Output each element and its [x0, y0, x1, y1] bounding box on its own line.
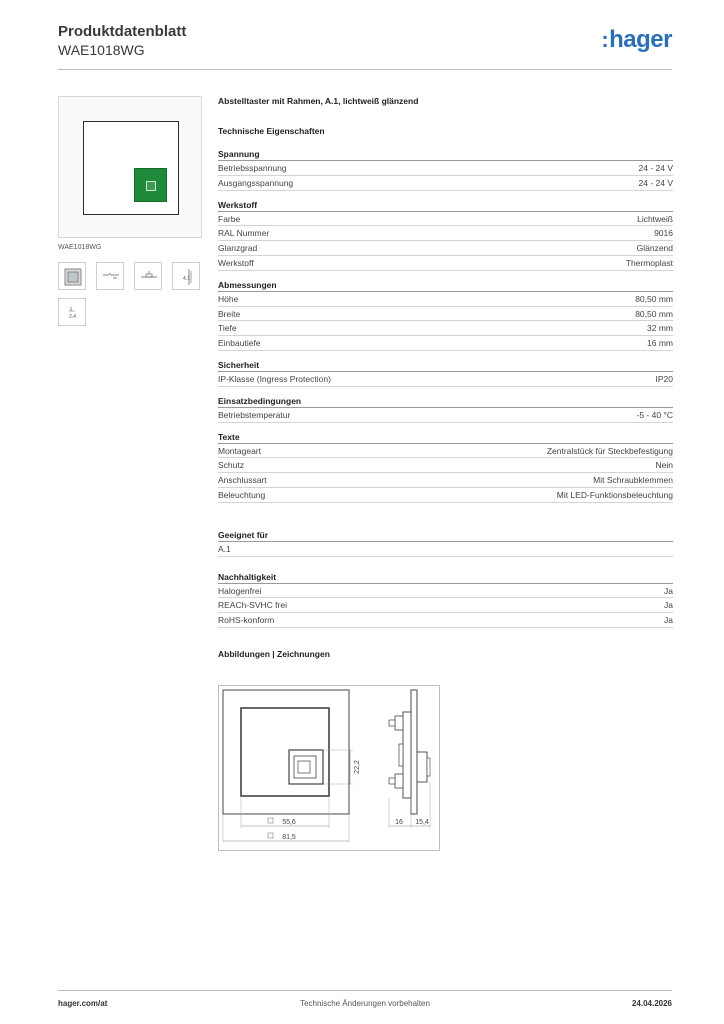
spec-value: IP20 — [655, 373, 673, 384]
spec-group — [218, 147, 673, 191]
spec-groups — [218, 147, 673, 503]
dim-depth1: 16 — [395, 819, 403, 826]
dim-inner-width: 55,6 — [282, 819, 296, 826]
spec-key: Tiefe — [218, 323, 237, 334]
page-header — [58, 20, 672, 70]
spec-value: 80,50 mm — [635, 293, 673, 304]
spec-key: Betriebsspannung — [218, 163, 287, 173]
spec-group — [218, 430, 673, 503]
spec-group — [218, 358, 673, 387]
footer-disclaimer: Technische Änderungen vorbehalten — [300, 999, 430, 1008]
product-frame-plate — [83, 121, 179, 215]
group-title: Abmessungen — [218, 278, 673, 292]
spec-key: Ausgangsspannung — [218, 177, 294, 188]
spec-key: Glanzgrad — [218, 243, 258, 254]
drawing-svg — [219, 686, 441, 852]
spec-row — [218, 256, 673, 271]
spec-key: Breite — [218, 308, 241, 319]
logo-text: hager — [609, 26, 672, 53]
spec-row — [218, 613, 673, 628]
spec-key: A.1 — [218, 543, 231, 554]
spec-row — [218, 598, 673, 613]
spec-key: IP-Klasse (Ingress Protection) — [218, 373, 331, 384]
spec-group — [218, 198, 673, 271]
spec-row — [218, 408, 673, 423]
group-title: Nachhaltigkeit — [218, 570, 673, 584]
group-title: Sicherheit — [218, 358, 673, 372]
product-button — [134, 168, 167, 202]
product-image-caption: WAE1018WG — [58, 244, 102, 251]
spec-row — [218, 444, 673, 459]
spec-content — [218, 96, 673, 670]
spec-key: RoHS-konform — [218, 615, 275, 626]
spec-row — [218, 488, 673, 503]
spec-row — [218, 212, 673, 227]
product-image[interactable] — [58, 96, 202, 238]
spec-key: Schutz — [218, 460, 244, 471]
dimension-label: 2.4 — [69, 314, 76, 320]
group-title: Texte — [218, 430, 673, 444]
spec-row — [218, 458, 673, 473]
spec-group — [218, 278, 673, 351]
dim-depth2: 15,4 — [415, 819, 429, 826]
spec-group-sustainability — [218, 570, 673, 628]
spec-key: REACh-SVHC frei — [218, 600, 287, 611]
section-title-technical: Technische Eigenschaften — [218, 126, 325, 136]
spec-row — [218, 473, 673, 488]
spec-key: Werkstoff — [218, 257, 254, 268]
spec-value: 24 - 24 V — [638, 163, 673, 173]
spec-value: Mit LED-Funktionsbeleuchtung — [556, 489, 673, 500]
spec-value: Nein — [655, 460, 673, 471]
product-thumb-icon[interactable] — [58, 262, 86, 290]
group-title: Geeignet für — [218, 528, 673, 542]
spec-key: Einbautiefe — [218, 338, 261, 349]
spec-row — [218, 584, 673, 599]
spec-row — [218, 292, 673, 307]
section-title-drawings: Abbildungen | Zeichnungen — [218, 648, 330, 659]
footer-website[interactable]: hager.com/at — [58, 999, 108, 1008]
spec-value: 24 - 24 V — [638, 177, 673, 188]
spec-key: Betriebstemperatur — [218, 409, 291, 420]
spec-group-suitable — [218, 528, 673, 557]
page-footer — [58, 990, 672, 1014]
dimension-drawing-icon[interactable] — [172, 262, 200, 290]
spec-value: 80,50 mm — [635, 308, 673, 319]
spec-group — [218, 394, 673, 423]
spec-row — [218, 241, 673, 256]
dim-button: 22,2 — [354, 760, 361, 774]
button-lens — [146, 181, 156, 191]
spec-value: Thermoplast — [625, 257, 673, 268]
spec-row — [218, 321, 673, 336]
spec-row — [218, 307, 673, 322]
spec-row — [218, 542, 673, 557]
connection-diagram-icon[interactable] — [134, 262, 162, 290]
spec-value: Ja — [664, 585, 673, 596]
spec-row — [218, 372, 673, 387]
product-number: WAE1018WG — [58, 42, 145, 58]
spec-value: Ja — [664, 600, 673, 611]
spec-key: Farbe — [218, 213, 241, 224]
spec-row — [218, 226, 673, 241]
spec-row — [218, 176, 673, 191]
spec-value: Lichtweiß — [637, 213, 673, 224]
spec-value: Glänzend — [636, 243, 673, 254]
spec-key: Anschlussart — [218, 475, 267, 486]
dimension-drawing-2-icon[interactable] — [58, 298, 86, 326]
spec-value: Mit Schraubklemmen — [593, 475, 673, 486]
spec-value: 32 mm — [647, 323, 673, 334]
footer-date: 24.04.2026 — [631, 999, 672, 1008]
spec-value: Zentralstück für Steckbefestigung — [546, 445, 673, 456]
spec-value: -5 - 40 °C — [636, 409, 673, 420]
spec-value: 9016 — [654, 228, 673, 239]
spec-row — [218, 161, 673, 176]
dim-outer-width: 81,5 — [282, 834, 296, 841]
spec-key: Höhe — [218, 293, 239, 304]
group-title: Werkstoff — [218, 198, 673, 212]
spec-key: Beleuchtung — [218, 489, 266, 500]
spec-row — [218, 336, 673, 351]
group-title: Spannung — [218, 147, 673, 161]
product-description: Abstelltaster mit Rahmen, A.1, lichtweiß glänzend — [218, 96, 419, 106]
spec-value: Ja — [664, 615, 673, 626]
hager-logo: :hager — [601, 26, 672, 53]
document-title: Produktdatenblatt — [58, 23, 187, 40]
spec-key: Montageart — [218, 445, 261, 456]
dimension-label: 4.1 — [183, 276, 190, 282]
spec-value: 16 mm — [647, 338, 673, 349]
technical-drawing[interactable] — [218, 685, 440, 851]
wiring-diagram-icon[interactable] — [96, 262, 124, 290]
group-title: Einsatzbedingungen — [218, 394, 673, 408]
spec-key: RAL Nummer — [218, 228, 270, 239]
spec-key: Halogenfrei — [218, 585, 262, 596]
